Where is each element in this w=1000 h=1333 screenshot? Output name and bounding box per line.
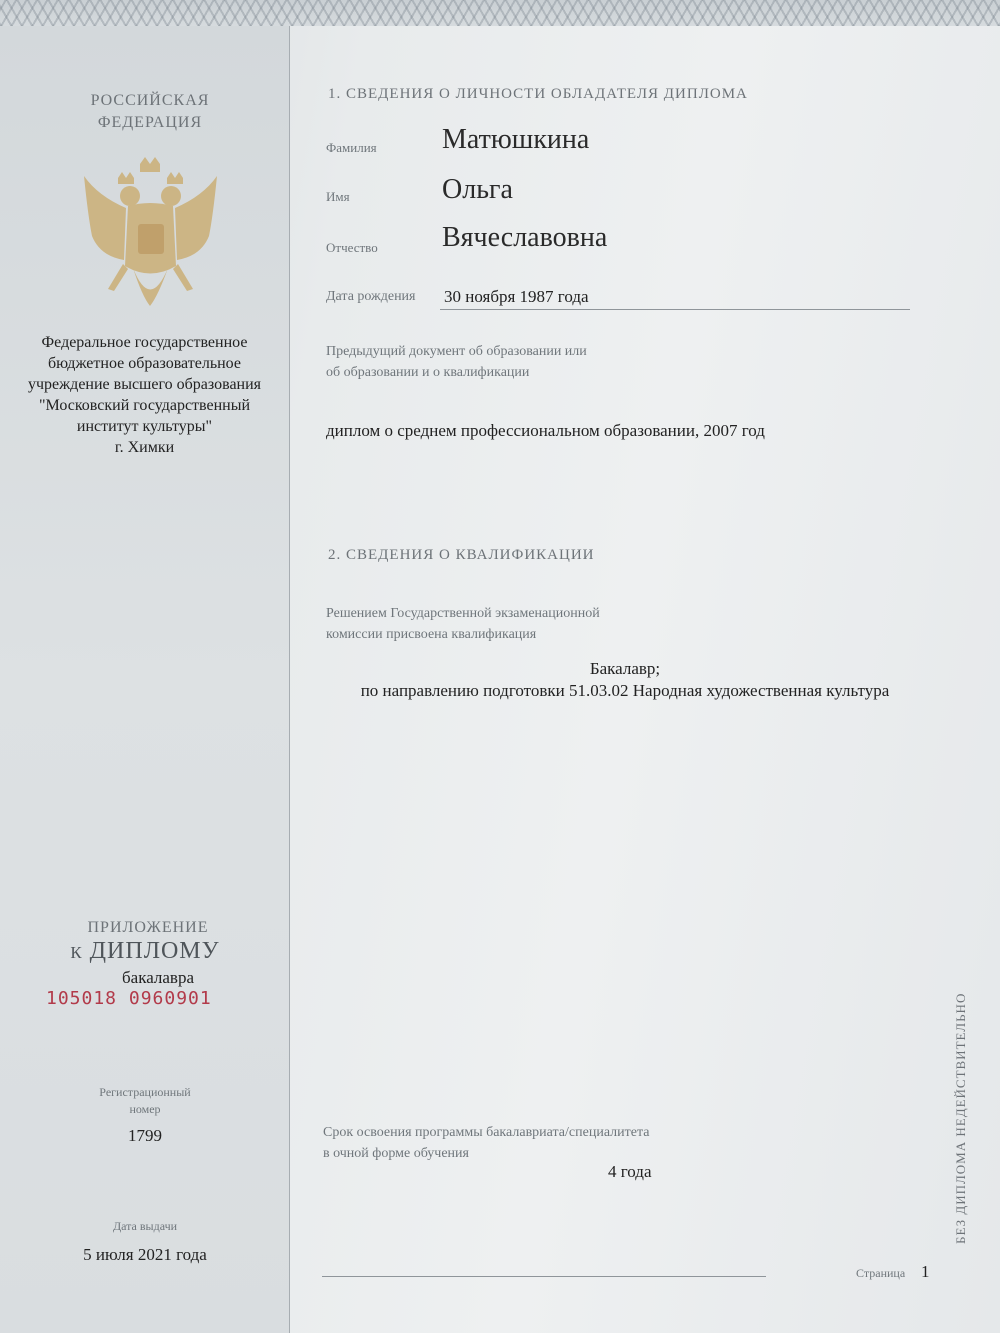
birth-date-label: Дата рождения: [326, 289, 416, 304]
page-number: 1: [921, 1262, 930, 1281]
patronymic-value: Вячеславовна: [442, 222, 608, 253]
decision-line1: Решением Государственной экзаменационной: [326, 606, 600, 621]
qualification-line1: Бакалавр;: [589, 659, 661, 678]
prev-doc-line1: Предыдущий документ об образовании или: [326, 344, 587, 359]
left-column: [0, 26, 290, 1333]
institution-line: бюджетное образовательное: [48, 355, 241, 372]
institution-line: институт культуры": [76, 418, 213, 435]
birth-date-underline: [440, 309, 910, 310]
duration-line2: в очной форме обучения: [323, 1146, 469, 1161]
reg-number-label: [0, 1084, 290, 1118]
country-title: [0, 90, 300, 134]
name-label: Имя: [326, 189, 350, 204]
section2-title: 2. СВЕДЕНИЯ О КВАЛИФИКАЦИИ: [328, 547, 595, 563]
appendix-title: ПРИЛОЖЕНИЕ: [87, 919, 209, 936]
russian-coat-of-arms-icon: [78, 156, 223, 321]
reg-label-line1: Регистрационный: [99, 1085, 191, 1099]
guilloche-border: [0, 0, 1000, 26]
validity-note: БЕЗ ДИПЛОМА НЕДЕЙСТВИТЕЛЬНО: [953, 992, 968, 1244]
institution-line: учреждение высшего образования: [27, 376, 262, 393]
study-duration-label: [323, 1122, 649, 1164]
reg-number: 1799: [128, 1126, 162, 1145]
country-line2: ФЕДЕРАЦИЯ: [97, 114, 203, 131]
issue-date: 5 июля 2021 года: [83, 1245, 207, 1264]
page-label: Страница: [856, 1266, 906, 1280]
previous-document-label: [326, 341, 587, 383]
prev-doc-line2: об образовании и о квалификации: [326, 365, 530, 380]
country-line1: РОССИЙСКАЯ: [90, 92, 210, 109]
qualification-line2: по направлению подготовки 51.03.02 Народная художественная культура: [360, 681, 890, 700]
commission-decision-label: [326, 603, 600, 645]
section1-title: 1. СВЕДЕНИЯ О ЛИЧНОСТИ ОБЛАДАТЕЛЯ ДИПЛОМА: [328, 86, 748, 102]
duration-line1: Срок освоения программы бакалавриата/специалитета: [323, 1125, 650, 1140]
study-duration-value: 4 года: [608, 1162, 652, 1181]
institution-line: "Московский государственный: [38, 397, 251, 414]
diploma-serial-number: 105018 0960901: [46, 988, 212, 1009]
appendix-subtitle: к ДИПЛОМУ: [70, 938, 220, 964]
surname-label: Фамилия: [326, 140, 377, 155]
institution-name: [0, 332, 289, 458]
qualification-value: [320, 658, 930, 702]
issue-date-label: Дата выдачи: [112, 1219, 178, 1233]
footer-rule: [322, 1276, 766, 1277]
decision-line2: комиссии присвоена квалификация: [326, 627, 537, 642]
degree-label: бакалавра: [122, 968, 194, 987]
reg-label-line2: номер: [129, 1102, 161, 1116]
name-value: Ольга: [442, 174, 513, 205]
institution-line: Федеральное государственное: [41, 334, 248, 351]
birth-date-value: 30 ноября 1987 года: [444, 287, 589, 306]
institution-city: г. Химки: [114, 439, 175, 456]
patronymic-label: Отчество: [326, 240, 378, 255]
previous-document-value: диплом о среднем профессиональном образовании, 2007 год: [326, 421, 765, 440]
surname-value: Матюшкина: [442, 124, 590, 155]
